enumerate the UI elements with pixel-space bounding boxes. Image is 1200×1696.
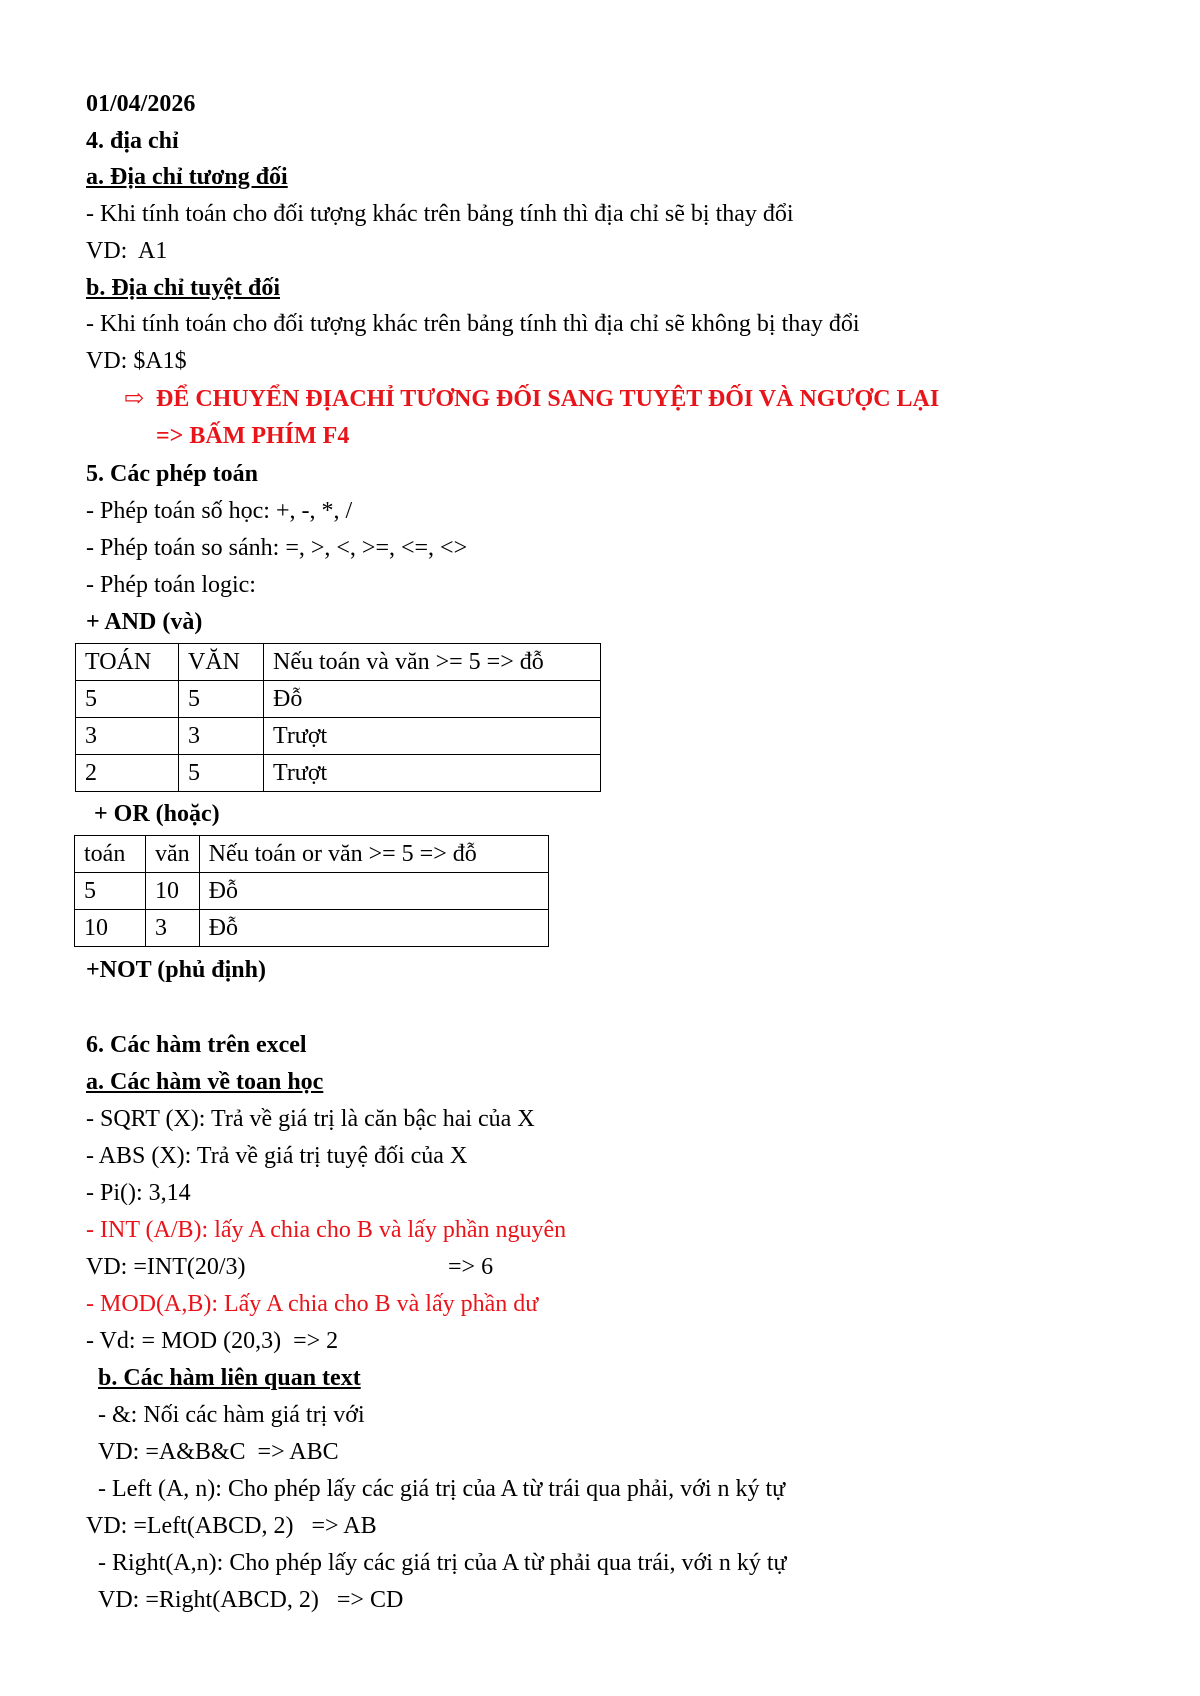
int-example-result: => 6 bbox=[448, 1254, 494, 1280]
table-cell: 5 bbox=[75, 873, 146, 910]
table-header-cell: TOÁN bbox=[76, 644, 179, 681]
section-6b-title: b. Các hàm liên quan text bbox=[98, 1365, 361, 1391]
left-example: VD: =Left(ABCD, 2) => AB bbox=[86, 1513, 377, 1539]
section-4b-desc: - Khi tính toán cho đối tượng khác trên bảng tính thì địa chỉ sẽ không bị thay đổi bbox=[86, 311, 860, 337]
date: 01/04/2026 bbox=[86, 91, 196, 117]
or-table bbox=[74, 835, 549, 947]
not-title: +NOT (phủ định) bbox=[86, 957, 266, 983]
pi-line: - Pi(): 3,14 bbox=[86, 1180, 191, 1206]
right-arrow-icon: ⇨ bbox=[124, 386, 145, 412]
left-line: - Left (A, n): Cho phép lấy các giá trị của A từ trái qua phải, với n ký tự bbox=[98, 1476, 786, 1502]
int-line: - INT (A/B): lấy A chia cho B và lấy phần nguyên bbox=[86, 1217, 567, 1243]
concat-example: VD: =A&B&C => ABC bbox=[98, 1439, 339, 1465]
or-title: + OR (hoặc) bbox=[94, 801, 220, 827]
mod-line: - MOD(A,B): Lấy A chia cho B và lấy phần dư bbox=[86, 1291, 539, 1317]
table-header-cell: văn bbox=[146, 836, 200, 873]
table-header-cell: VĂN bbox=[179, 644, 264, 681]
section-4a-desc: - Khi tính toán cho đối tượng khác trên bảng tính thì địa chỉ sẽ bị thay đổi bbox=[86, 201, 794, 227]
table-header-cell: Nếu toán và văn >= 5 => đỗ bbox=[264, 644, 601, 681]
section-4-title: 4. địa chỉ bbox=[86, 128, 179, 154]
table-header-row bbox=[75, 836, 549, 873]
sqrt-line: - SQRT (X): Trả về giá trị là căn bậc hai của X bbox=[86, 1106, 535, 1132]
int-example: VD: =INT(20/3) bbox=[86, 1254, 246, 1280]
table-cell: Đỗ bbox=[199, 873, 548, 910]
table-cell: Trượt bbox=[264, 755, 601, 792]
f4-note-line2: => BẤM PHÍM F4 bbox=[156, 423, 350, 449]
table-cell: Đỗ bbox=[264, 681, 601, 718]
section-6a-title: a. Các hàm về toan học bbox=[86, 1069, 324, 1095]
f4-note-line1 bbox=[124, 384, 939, 414]
table-header-cell: Nếu toán or văn >= 5 => đỗ bbox=[199, 836, 548, 873]
table-cell: Đỗ bbox=[199, 910, 548, 947]
table-cell: 5 bbox=[76, 681, 179, 718]
table-row bbox=[76, 681, 601, 718]
and-title: + AND (và) bbox=[86, 609, 203, 635]
table-header-row bbox=[76, 644, 601, 681]
compare-ops: - Phép toán so sánh: =, >, <, >=, <=, <> bbox=[86, 535, 468, 561]
table-cell: 2 bbox=[76, 755, 179, 792]
table-cell: 5 bbox=[179, 755, 264, 792]
table-cell: 3 bbox=[179, 718, 264, 755]
table-row bbox=[76, 755, 601, 792]
section-6-title: 6. Các hàm trên excel bbox=[86, 1032, 307, 1058]
table-cell: 10 bbox=[75, 910, 146, 947]
right-example: VD: =Right(ABCD, 2) => CD bbox=[98, 1587, 404, 1613]
table-cell: 10 bbox=[146, 873, 200, 910]
mod-example: - Vd: = MOD (20,3) => 2 bbox=[86, 1328, 339, 1354]
section-4a-example: VD: A1 bbox=[86, 238, 168, 264]
section-4a-title: a. Địa chỉ tương đối bbox=[86, 164, 288, 190]
and-table bbox=[75, 643, 601, 792]
logic-ops: - Phép toán logic: bbox=[86, 572, 256, 598]
table-cell: Trượt bbox=[264, 718, 601, 755]
section-4b-example: VD: $A1$ bbox=[86, 348, 187, 374]
table-row bbox=[75, 873, 549, 910]
concat-line: - &: Nối các hàm giá trị với bbox=[98, 1402, 365, 1428]
table-header-cell: toán bbox=[75, 836, 146, 873]
table-row bbox=[76, 718, 601, 755]
f4-note-text: ĐỂ CHUYỂN ĐỊACHỈ TƯƠNG ĐỐI SANG TUYỆT ĐỐI VÀ NGƯỢC LẠI bbox=[156, 386, 940, 412]
section-4b-title: b. Địa chỉ tuyệt đối bbox=[86, 275, 281, 301]
table-row bbox=[75, 910, 549, 947]
arith-ops: - Phép toán số học: +, -, *, / bbox=[86, 498, 353, 524]
table-cell: 3 bbox=[76, 718, 179, 755]
table-cell: 3 bbox=[146, 910, 200, 947]
abs-line: - ABS (X): Trả về giá trị tuyệ đối của X bbox=[86, 1143, 468, 1169]
section-5-title: 5. Các phép toán bbox=[86, 461, 259, 487]
table-cell: 5 bbox=[179, 681, 264, 718]
right-line: - Right(A,n): Cho phép lấy các giá trị của A từ phải qua trái, với n ký tự bbox=[98, 1550, 787, 1576]
